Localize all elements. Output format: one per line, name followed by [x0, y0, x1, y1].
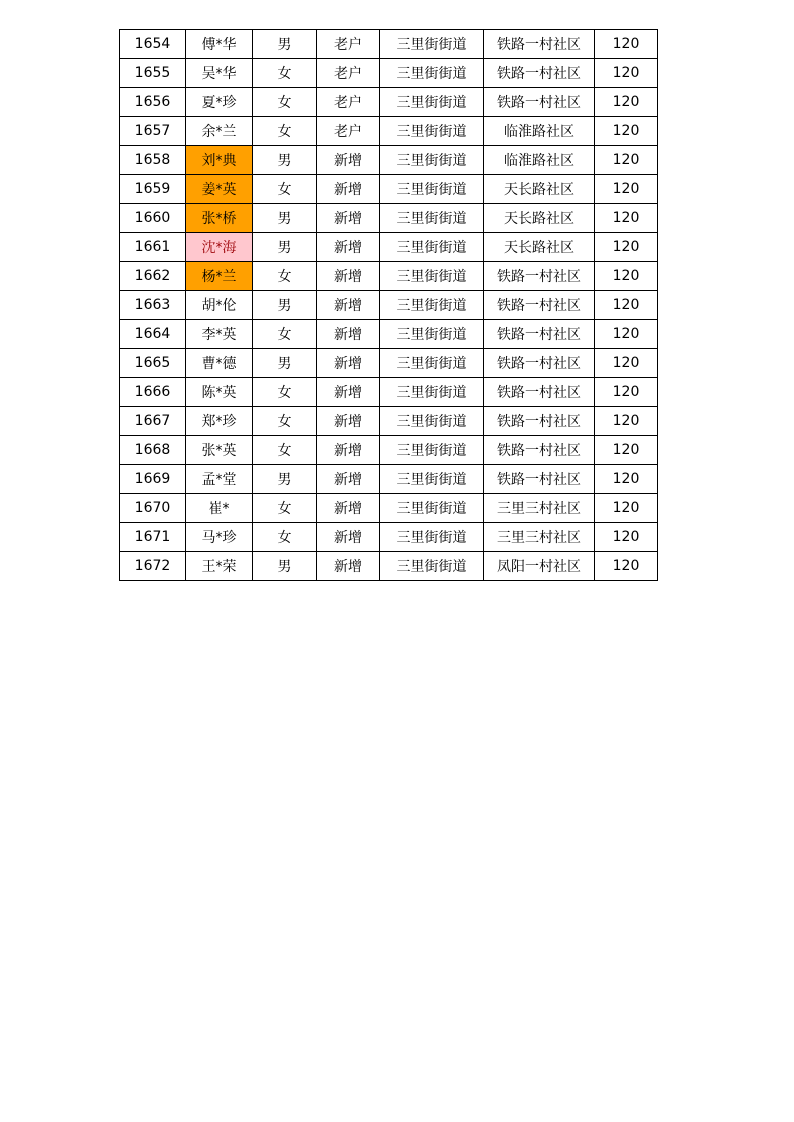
cell-record-id: 1657	[120, 117, 186, 146]
cell-name: 沈*海	[186, 233, 253, 262]
cell-amount: 120	[595, 262, 658, 291]
cell-household-type: 新增	[317, 291, 380, 320]
records-table-body	[120, 30, 658, 581]
cell-record-id: 1666	[120, 378, 186, 407]
cell-street: 三里街街道	[380, 494, 484, 523]
cell-amount: 120	[595, 291, 658, 320]
table-row	[120, 262, 658, 291]
cell-household-type: 新增	[317, 175, 380, 204]
cell-community: 铁路一村社区	[484, 349, 595, 378]
cell-community: 铁路一村社区	[484, 30, 595, 59]
cell-gender: 女	[253, 175, 317, 204]
cell-street: 三里街街道	[380, 204, 484, 233]
cell-name: 张*英	[186, 436, 253, 465]
cell-street: 三里街街道	[380, 436, 484, 465]
cell-street: 三里街街道	[380, 552, 484, 581]
cell-amount: 120	[595, 494, 658, 523]
cell-household-type: 老户	[317, 59, 380, 88]
cell-household-type: 新增	[317, 436, 380, 465]
cell-gender: 女	[253, 320, 317, 349]
cell-record-id: 1665	[120, 349, 186, 378]
cell-record-id: 1660	[120, 204, 186, 233]
cell-community: 三里三村社区	[484, 523, 595, 552]
cell-amount: 120	[595, 523, 658, 552]
table-row	[120, 175, 658, 204]
cell-amount: 120	[595, 320, 658, 349]
cell-household-type: 新增	[317, 465, 380, 494]
cell-community: 三里三村社区	[484, 494, 595, 523]
cell-record-id: 1659	[120, 175, 186, 204]
cell-household-type: 新增	[317, 378, 380, 407]
cell-gender: 男	[253, 204, 317, 233]
table-row	[120, 523, 658, 552]
table-row	[120, 407, 658, 436]
cell-name: 夏*珍	[186, 88, 253, 117]
cell-community: 凤阳一村社区	[484, 552, 595, 581]
table-row	[120, 291, 658, 320]
table-row	[120, 552, 658, 581]
cell-amount: 120	[595, 436, 658, 465]
cell-amount: 120	[595, 465, 658, 494]
cell-gender: 女	[253, 436, 317, 465]
cell-gender: 女	[253, 59, 317, 88]
cell-name: 张*桥	[186, 204, 253, 233]
cell-street: 三里街街道	[380, 117, 484, 146]
cell-record-id: 1658	[120, 146, 186, 175]
cell-record-id: 1655	[120, 59, 186, 88]
cell-household-type: 新增	[317, 349, 380, 378]
cell-amount: 120	[595, 117, 658, 146]
cell-amount: 120	[595, 407, 658, 436]
cell-amount: 120	[595, 175, 658, 204]
cell-household-type: 新增	[317, 320, 380, 349]
cell-amount: 120	[595, 233, 658, 262]
cell-name: 刘*典	[186, 146, 253, 175]
cell-community: 铁路一村社区	[484, 378, 595, 407]
cell-amount: 120	[595, 378, 658, 407]
cell-street: 三里街街道	[380, 30, 484, 59]
cell-gender: 女	[253, 494, 317, 523]
cell-amount: 120	[595, 88, 658, 117]
table-row	[120, 59, 658, 88]
cell-community: 铁路一村社区	[484, 320, 595, 349]
cell-gender: 男	[253, 465, 317, 494]
cell-amount: 120	[595, 146, 658, 175]
cell-record-id: 1654	[120, 30, 186, 59]
cell-household-type: 新增	[317, 204, 380, 233]
cell-street: 三里街街道	[380, 378, 484, 407]
cell-household-type: 老户	[317, 88, 380, 117]
table-row	[120, 465, 658, 494]
cell-community: 铁路一村社区	[484, 88, 595, 117]
cell-street: 三里街街道	[380, 407, 484, 436]
cell-record-id: 1663	[120, 291, 186, 320]
cell-street: 三里街街道	[380, 291, 484, 320]
cell-amount: 120	[595, 59, 658, 88]
cell-household-type: 新增	[317, 552, 380, 581]
cell-community: 铁路一村社区	[484, 262, 595, 291]
cell-community: 铁路一村社区	[484, 291, 595, 320]
cell-gender: 男	[253, 349, 317, 378]
table-row	[120, 436, 658, 465]
cell-household-type: 新增	[317, 523, 380, 552]
cell-gender: 女	[253, 262, 317, 291]
cell-community: 铁路一村社区	[484, 407, 595, 436]
table-row	[120, 349, 658, 378]
cell-community: 临淮路社区	[484, 117, 595, 146]
cell-household-type: 老户	[317, 117, 380, 146]
cell-gender: 女	[253, 378, 317, 407]
cell-amount: 120	[595, 30, 658, 59]
cell-amount: 120	[595, 552, 658, 581]
cell-street: 三里街街道	[380, 523, 484, 552]
table-row	[120, 378, 658, 407]
cell-record-id: 1671	[120, 523, 186, 552]
cell-name: 王*荣	[186, 552, 253, 581]
cell-gender: 男	[253, 233, 317, 262]
cell-community: 天长路社区	[484, 204, 595, 233]
cell-gender: 女	[253, 88, 317, 117]
cell-name: 吴*华	[186, 59, 253, 88]
cell-street: 三里街街道	[380, 465, 484, 494]
cell-amount: 120	[595, 204, 658, 233]
cell-record-id: 1664	[120, 320, 186, 349]
cell-name: 曹*德	[186, 349, 253, 378]
cell-gender: 女	[253, 407, 317, 436]
table-row	[120, 233, 658, 262]
cell-gender: 男	[253, 291, 317, 320]
cell-community: 天长路社区	[484, 233, 595, 262]
cell-name: 余*兰	[186, 117, 253, 146]
cell-street: 三里街街道	[380, 88, 484, 117]
table-row	[120, 30, 658, 59]
cell-gender: 男	[253, 30, 317, 59]
cell-record-id: 1670	[120, 494, 186, 523]
table-row	[120, 204, 658, 233]
cell-record-id: 1656	[120, 88, 186, 117]
cell-community: 铁路一村社区	[484, 436, 595, 465]
cell-record-id: 1669	[120, 465, 186, 494]
cell-gender: 男	[253, 146, 317, 175]
cell-street: 三里街街道	[380, 233, 484, 262]
cell-household-type: 新增	[317, 262, 380, 291]
table-row	[120, 146, 658, 175]
cell-name: 陈*英	[186, 378, 253, 407]
cell-record-id: 1667	[120, 407, 186, 436]
cell-street: 三里街街道	[380, 349, 484, 378]
cell-household-type: 新增	[317, 146, 380, 175]
cell-street: 三里街街道	[380, 146, 484, 175]
table-row	[120, 494, 658, 523]
cell-name: 李*英	[186, 320, 253, 349]
cell-household-type: 新增	[317, 494, 380, 523]
cell-record-id: 1668	[120, 436, 186, 465]
cell-name: 崔*	[186, 494, 253, 523]
records-table	[119, 29, 658, 581]
cell-community: 铁路一村社区	[484, 465, 595, 494]
cell-gender: 女	[253, 523, 317, 552]
cell-name: 胡*伦	[186, 291, 253, 320]
cell-street: 三里街街道	[380, 320, 484, 349]
cell-street: 三里街街道	[380, 175, 484, 204]
cell-household-type: 老户	[317, 30, 380, 59]
table-row	[120, 117, 658, 146]
cell-name: 孟*堂	[186, 465, 253, 494]
cell-record-id: 1661	[120, 233, 186, 262]
cell-household-type: 新增	[317, 233, 380, 262]
cell-name: 杨*兰	[186, 262, 253, 291]
cell-amount: 120	[595, 349, 658, 378]
cell-street: 三里街街道	[380, 262, 484, 291]
cell-gender: 男	[253, 552, 317, 581]
table-row	[120, 320, 658, 349]
cell-community: 临淮路社区	[484, 146, 595, 175]
cell-community: 铁路一村社区	[484, 59, 595, 88]
cell-record-id: 1672	[120, 552, 186, 581]
cell-street: 三里街街道	[380, 59, 484, 88]
cell-gender: 女	[253, 117, 317, 146]
cell-community: 天长路社区	[484, 175, 595, 204]
cell-name: 郑*珍	[186, 407, 253, 436]
cell-name: 傅*华	[186, 30, 253, 59]
cell-household-type: 新增	[317, 407, 380, 436]
table-row	[120, 88, 658, 117]
cell-record-id: 1662	[120, 262, 186, 291]
cell-name: 姜*英	[186, 175, 253, 204]
cell-name: 马*珍	[186, 523, 253, 552]
